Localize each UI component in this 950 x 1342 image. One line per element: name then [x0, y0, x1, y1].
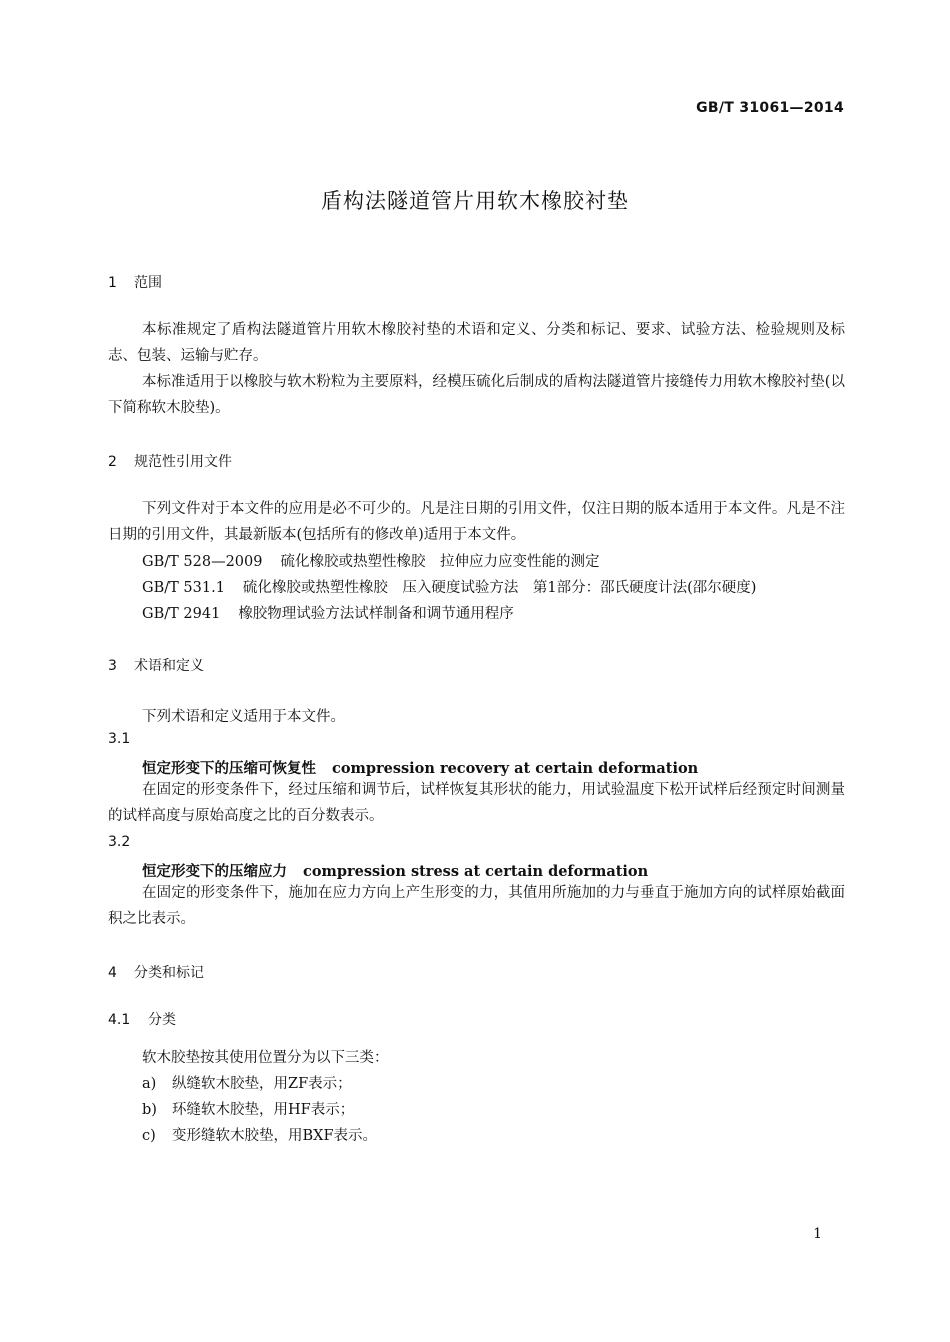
- list-text: 环缝软木胶垫，用HF表示；: [172, 1102, 355, 1118]
- scope-paragraph-1: 本标准规定了盾构法隧道管片用软木橡胶衬垫的术语和定义、分类和标记、要求、试验方法、检验规则及标志、包装、运输与贮存。: [108, 322, 845, 364]
- section-3-heading: [108, 655, 204, 675]
- list-item: [142, 1124, 377, 1145]
- section-number: 1: [108, 275, 117, 291]
- reference-title: 硫化橡胶或热塑性橡胶 压入硬度试验方法 第1部分：邵氏硬度计法(邵尔硬度): [242, 580, 757, 596]
- term-3-1: [142, 757, 698, 778]
- definition-3-1: 在固定的形变条件下，经过压缩和调节后，试样恢复其形状的能力，用试验温度下松开试样后经预定时间测量的试样高度与原始高度之比的百分数表示。: [108, 782, 845, 824]
- section-4-heading: [108, 962, 204, 982]
- list-item: [142, 1072, 352, 1093]
- term-3-2: [142, 860, 648, 881]
- terms-intro-paragraph: 下列术语和定义适用于本文件。: [142, 709, 345, 725]
- section-number: 4: [108, 965, 117, 981]
- section-title: 规范性引用文件: [134, 454, 232, 470]
- standard-number: GB/T 31061—2014: [696, 100, 844, 116]
- list-item: [142, 1098, 354, 1119]
- term-english: compression recovery at certain deformation: [332, 760, 699, 777]
- term-chinese: 恒定形变下的压缩可恢复性: [142, 761, 316, 777]
- list-marker: a): [142, 1076, 157, 1092]
- document-title: 盾构法隧道管片用软木橡胶衬垫: [321, 189, 629, 213]
- subsection-number: 4.1: [108, 1012, 131, 1028]
- section-number: 3: [108, 658, 117, 674]
- reference-title: 硫化橡胶或热塑性橡胶 拉伸应力应变性能的测定: [280, 554, 600, 570]
- list-text: 变形缝软木胶垫，用BXF表示。: [172, 1128, 378, 1144]
- section-1-heading: [108, 272, 162, 292]
- section-number: 2: [108, 454, 117, 470]
- reference-code: GB/T 528—2009: [142, 554, 263, 570]
- reference-code: GB/T 531.1: [142, 580, 225, 596]
- section-title: 范围: [134, 275, 162, 291]
- definition-3-2: 在固定的形变条件下，施加在应力方向上产生形变的力，其值用所施加的力与垂直于施加方向的试样原始截面积之比表示。: [108, 885, 845, 927]
- scope-paragraph-2: 本标准适用于以橡胶与软木粉粒为主要原料，经模压硫化后制成的盾构法隧道管片接缝传力用软木橡胶衬垫(以下简称软木胶垫)。: [108, 374, 845, 416]
- clause-number-3-1: 3.1: [108, 731, 131, 747]
- classification-intro: 软木胶垫按其使用位置分为以下三类：: [142, 1050, 389, 1066]
- section-title: 分类和标记: [134, 965, 204, 981]
- reference-item: [142, 602, 514, 623]
- reference-item: [142, 550, 599, 571]
- section-title: 术语和定义: [134, 658, 204, 674]
- subsection-title: 分类: [148, 1012, 176, 1028]
- page-number: 1: [813, 1226, 822, 1242]
- references-intro-paragraph: 下列文件对于本文件的应用是必不可少的。凡是注日期的引用文件，仅注日期的版本适用于本文件。凡是不注日期的引用文件，其最新版本(包括所有的修改单)适用于本文件。: [108, 501, 845, 543]
- clause-number-3-2: 3.2: [108, 834, 131, 850]
- term-chinese: 恒定形变下的压缩应力: [142, 864, 287, 880]
- subsection-4-1-heading: [108, 1009, 176, 1029]
- list-text: 纵缝软木胶垫，用ZF表示；: [172, 1076, 352, 1092]
- reference-code: GB/T 2941: [142, 606, 221, 622]
- term-english: compression stress at certain deformation: [303, 863, 649, 880]
- list-marker: c): [142, 1128, 156, 1144]
- reference-title: 橡胶物理试验方法试样制备和调节通用程序: [238, 606, 514, 622]
- list-marker: b): [142, 1102, 157, 1118]
- section-2-heading: [108, 451, 232, 471]
- reference-item: [142, 576, 756, 597]
